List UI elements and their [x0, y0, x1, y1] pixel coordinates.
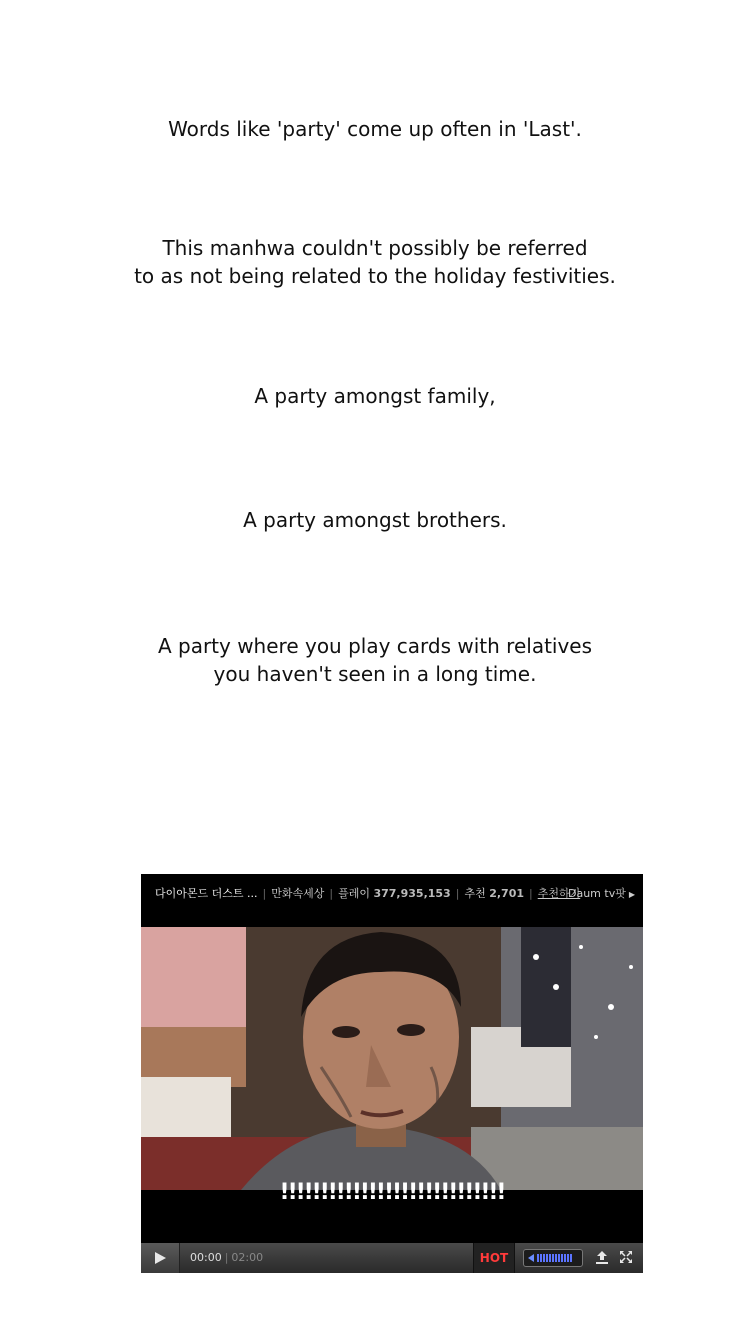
- video-still: [141, 927, 643, 1190]
- caption-line: A party amongst family,: [254, 384, 496, 408]
- share-upload-icon[interactable]: [595, 1250, 609, 1266]
- divider: |: [529, 887, 533, 900]
- divider: |: [262, 887, 267, 900]
- video-category[interactable]: 만화속세상: [271, 887, 325, 900]
- hot-button[interactable]: HOT: [473, 1243, 515, 1273]
- caption-line: Words like 'party' come up often in 'Last'.: [168, 117, 582, 141]
- plays-count: 377,935,153: [373, 887, 451, 900]
- video-title[interactable]: 다이아몬드 더스트 ...: [155, 887, 258, 900]
- divider: |: [224, 1251, 229, 1264]
- caption-line: This manhwa couldn't possibly be referred: [162, 236, 588, 260]
- video-frame[interactable]: [141, 927, 643, 1190]
- speaker-icon: [528, 1254, 534, 1262]
- fullscreen-icon[interactable]: [619, 1250, 633, 1264]
- caption-line: A party amongst brothers.: [243, 508, 507, 532]
- caption-2: [0, 234, 750, 290]
- video-meta: [155, 885, 580, 901]
- caption-5: [0, 632, 750, 688]
- recommend-count: 2,701: [489, 887, 524, 900]
- caption-line: you haven't seen in a long time.: [213, 662, 537, 686]
- time-display: [190, 1251, 263, 1264]
- caption-3: [0, 382, 750, 410]
- caption-line: A party where you play cards with relatives: [157, 634, 593, 658]
- daum-tvpot-link[interactable]: [568, 885, 635, 901]
- volume-level: [537, 1254, 572, 1262]
- caret-right-icon: ▶: [628, 890, 635, 899]
- divider: |: [455, 887, 460, 900]
- recommend-label: 추천: [464, 887, 486, 900]
- subtitle-area: [141, 1180, 643, 1243]
- video-subtitle: !!!!!!!!!!!!!!!!!!!!!!!!!!!!: [279, 1180, 505, 1205]
- player-info-bar: [141, 874, 643, 927]
- play-icon: [153, 1251, 167, 1265]
- play-button[interactable]: [141, 1243, 180, 1273]
- recommend-link[interactable]: 추천하기: [537, 887, 581, 900]
- video-player: [141, 874, 643, 1273]
- caption-1: [0, 115, 750, 143]
- caption-line: to as not being related to the holiday festivities.: [134, 264, 616, 288]
- time-current: 00:00: [190, 1251, 222, 1264]
- player-controls: [141, 1243, 643, 1273]
- channel-label: Daum tv팟: [568, 887, 626, 900]
- plays-label: 플레이: [338, 887, 370, 900]
- divider: |: [329, 887, 334, 900]
- caption-4: [0, 506, 750, 534]
- time-total: 02:00: [231, 1251, 264, 1264]
- volume-slider[interactable]: [523, 1249, 583, 1267]
